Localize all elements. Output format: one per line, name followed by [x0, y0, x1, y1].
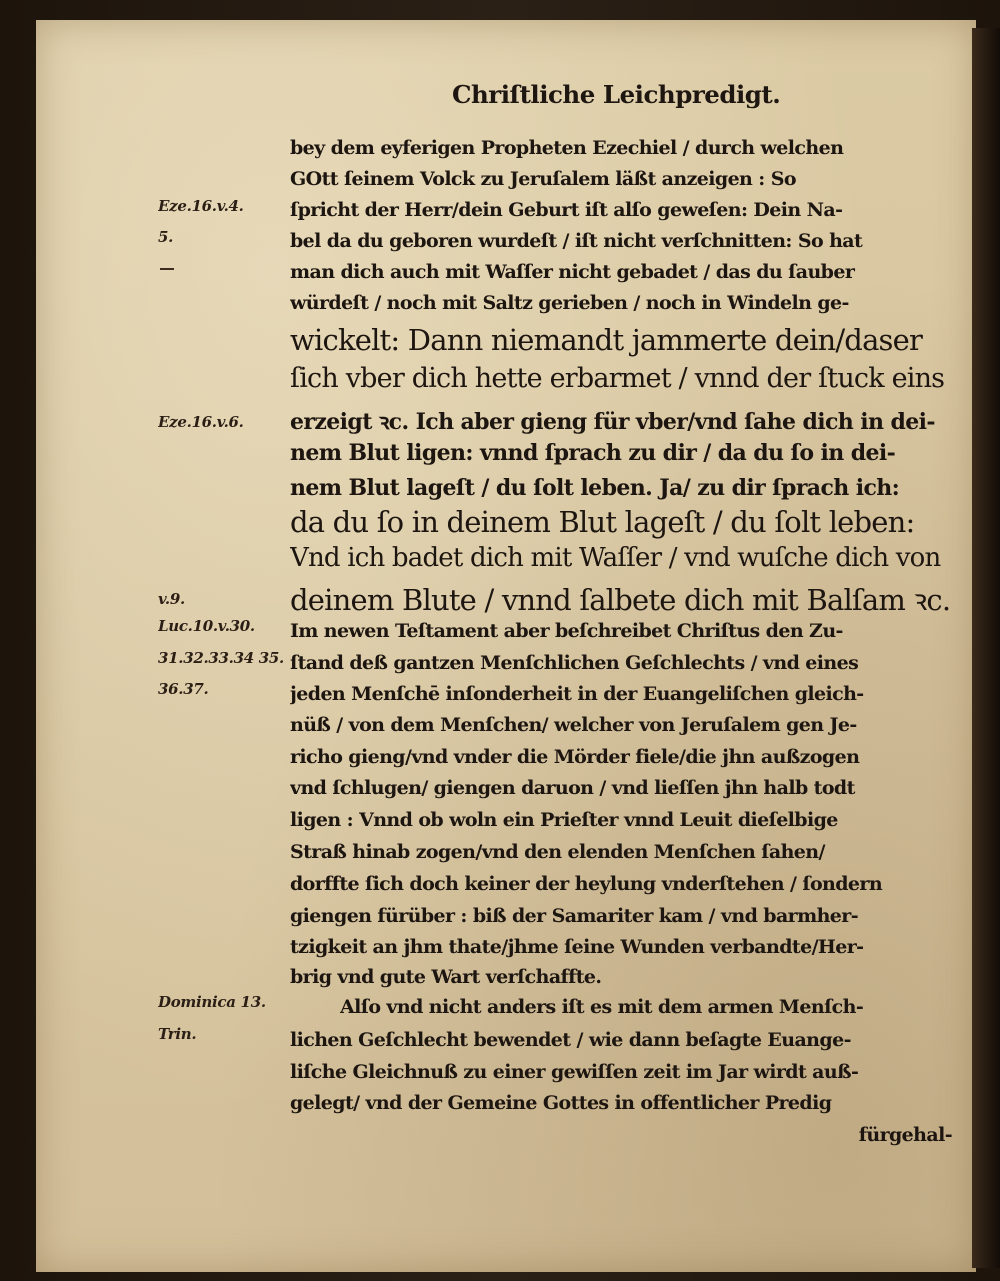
text-line: da du ſo in deinem Blut lageſt / du ſolt leben: — [290, 505, 915, 539]
text-line: gelegt/ vnd der Gemeine Gottes in offentlicher Predig — [290, 1092, 832, 1114]
text-line: nem Blut lageſt / du ſolt leben. Ja/ zu dir ſprach ich: — [290, 475, 900, 501]
text-line: nüß / von dem Menſchen/ welcher von Jeruſalem gen Je- — [290, 714, 857, 736]
text-line: ſtand deß gantzen Menſchlichen Geſchlechts / vnd eines — [290, 652, 859, 674]
text-line: jeden Menſchē inſonderheit in der Euangeliſchen gleich- — [290, 683, 864, 705]
text-line: ligen : Vnnd ob woln ein Prieſter vnnd Leuit dieſelbige — [290, 809, 838, 831]
text-line: Straß hinab zogen/vnd den elenden Menſchen ſahen/ — [290, 841, 825, 863]
margin-note: 31.32.33.34 35. — [158, 649, 284, 667]
margin-dash — [160, 268, 174, 270]
margin-note: Eze.16.v.6. — [158, 413, 244, 431]
text-line: würdeſt / noch mit Saltz gerieben / noch in Windeln ge- — [290, 292, 849, 314]
text-line: lichen Geſchlecht bewendet / wie dann beſagte Euange- — [290, 1029, 851, 1051]
catchword: fürgehal- — [858, 1124, 952, 1146]
text-line: Vnd ich badet dich mit Waſſer / vnd wuſche dich von — [290, 543, 941, 573]
text-line: erzeigt ꝛc. Ich aber gieng für vber/vnd ſahe dich in dei- — [290, 409, 935, 435]
text-line: man dich auch mit Waſſer nicht gebadet / das du ſauber — [290, 261, 855, 283]
page-edge — [972, 28, 1000, 1268]
text-line: nem Blut ligen: vnnd ſprach zu dir / da du ſo in dei- — [290, 440, 896, 466]
text-line: tzigkeit an jhm thate/jhme ſeine Wunden verbandte/Her- — [290, 936, 864, 958]
running-header: Chriſtliche Leichpredigt. — [452, 80, 781, 109]
text-line: dorffte ſich doch keiner der heylung vnderſtehen / ſondern — [290, 873, 883, 895]
text-line: wickelt: Dann niemandt jammerte dein/daser — [290, 323, 923, 357]
text-line: giengen fürüber : biß der Samariter kam / vnd barmher- — [290, 905, 858, 927]
text-line: GOtt ſeinem Volck zu Jeruſalem läßt anzeigen : So — [290, 168, 796, 190]
margin-note: Eze.16.v.4. — [158, 197, 244, 215]
text-line: deinem Blute / vnnd ſalbete dich mit Balſam ꝛc. — [290, 583, 951, 617]
text-line: richo gieng/vnd vnder die Mörder fiele/die jhn außzogen — [290, 746, 860, 768]
text-line: vnd ſchlugen/ giengen daruon / vnd lieſſen jhn halb todt — [290, 777, 855, 799]
margin-note: 36.37. — [158, 680, 209, 698]
text-line: Alſo vnd nicht anders iſt es mit dem armen Menſch- — [340, 996, 864, 1018]
margin-note: Trin. — [158, 1025, 197, 1043]
margin-note: Dominica 13. — [158, 993, 266, 1011]
text-line: brig vnd gute Wart verſchaffte. — [290, 966, 602, 988]
text-line: ſpricht der Herr/dein Geburt iſt alſo geweſen: Dein Na- — [290, 199, 843, 221]
margin-note: v.9. — [158, 590, 185, 608]
margin-note: 5. — [158, 228, 174, 246]
text-line: bey dem eyferigen Propheten Ezechiel / durch welchen — [290, 137, 844, 159]
text-line: ſich vber dich hette erbarmet / vnnd der ſtuck eins — [290, 363, 945, 394]
margin-note: Luc.10.v.30. — [158, 617, 255, 635]
text-line: bel da du geboren wurdeſt / iſt nicht verſchnitten: So hat — [290, 230, 863, 252]
text-line: liſche Gleichnuß zu einer gewiſſen zeit im Jar wirdt auß- — [290, 1061, 859, 1083]
text-line: Im newen Teſtament aber beſchreibet Chriſtus den Zu- — [290, 620, 843, 642]
